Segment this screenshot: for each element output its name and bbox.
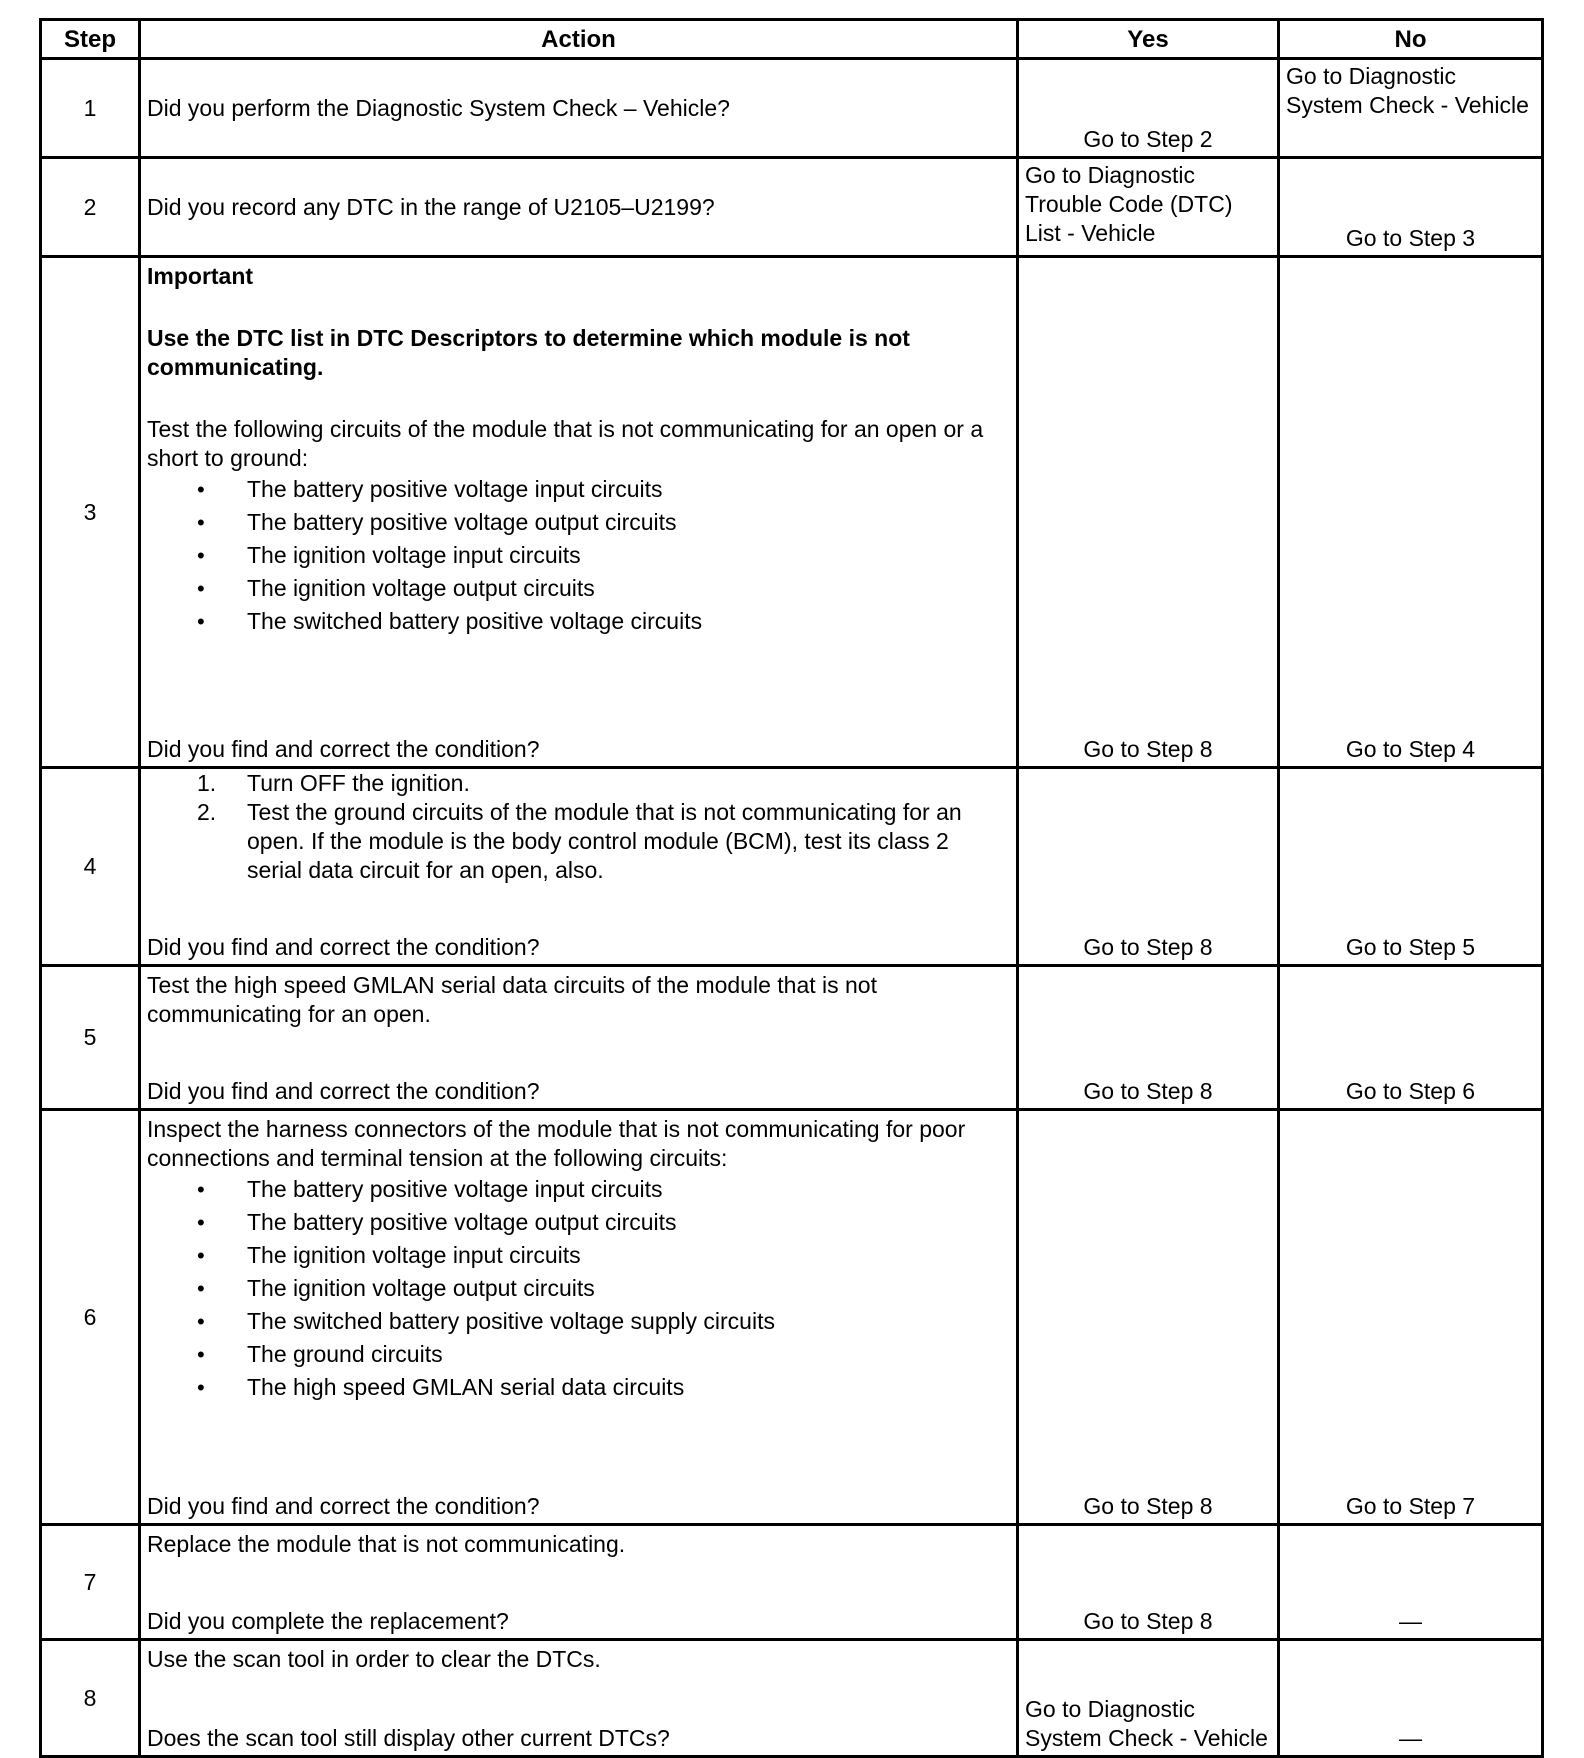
header-no: No [1279,20,1543,59]
action-instruction: Use the scan tool in order to clear the DTCs. [147,1646,601,1672]
list-item: • The battery positive voltage output circuits [197,506,1010,539]
action-question: Did you find and correct the condition? [147,934,540,960]
important-text: Use the DTC list in DTC Descriptors to determine which module is not communicating. [147,325,910,380]
table-row [41,257,1543,768]
yes-cell: Go to Step 2 [1018,59,1279,158]
yes-cell: Go to Step 8 [1018,257,1279,768]
action-question: Did you find and correct the condition? [147,736,540,762]
action-cell [140,768,1018,966]
no-cell: Go to Step 4 [1279,257,1543,768]
no-cell: Go to Step 3 [1279,158,1543,257]
list-item: • The ignition voltage output circuits [197,1272,1010,1305]
no-cell: Go to Diagnostic System Check - Vehicle [1279,59,1543,158]
list-item: • The switched battery positive voltage circuits [197,605,1010,638]
table-row [41,158,1543,257]
action-cell [140,257,1018,768]
list-item: • The switched battery positive voltage supply circuits [197,1305,1010,1338]
diagnostic-table [39,18,1544,1758]
list-item [147,769,1010,798]
header-row [41,20,1543,59]
no-cell: Go to Step 5 [1279,768,1543,966]
action-cell [140,1640,1018,1757]
action-cell [140,966,1018,1110]
important-heading: Important [147,263,254,289]
action-question: Did you find and correct the condition? [147,1078,540,1104]
yes-cell: Go to Diagnostic Trouble Code (DTC) List - Vehicle [1018,158,1279,257]
list-number: 2. [197,799,217,825]
circuit-list [147,1173,1010,1404]
step-number: 4 [41,768,140,966]
list-item: • The ground circuits [197,1338,1010,1371]
header-yes: Yes [1018,20,1279,59]
no-cell: — [1279,1640,1543,1757]
action-cell [140,59,1018,158]
step-number: 6 [41,1110,140,1525]
circuit-list [147,473,1010,638]
action-question: Did you perform the Diagnostic System Check – Vehicle? [147,94,730,121]
yes-cell: Go to Step 8 [1018,768,1279,966]
table-row [41,59,1543,158]
step-number: 1 [41,59,140,158]
table-row [41,1525,1543,1640]
yes-cell: Go to Step 8 [1018,1110,1279,1525]
no-cell: — [1279,1525,1543,1640]
yes-cell: Go to Step 8 [1018,1525,1279,1640]
action-instruction: Test the following circuits of the module that is not communicating for an open or a short to ground: [147,416,984,471]
table-row [41,768,1543,966]
step-number: 7 [41,1525,140,1640]
yes-cell: Go to Diagnostic System Check - Vehicle [1018,1640,1279,1757]
step-number: 3 [41,257,140,768]
action-cell [140,1110,1018,1525]
list-item: • The ignition voltage input circuits [197,539,1010,572]
action-cell [140,1525,1018,1640]
list-item: • The ignition voltage input circuits [197,1239,1010,1272]
numbered-steps [147,769,1010,885]
list-text: Test the ground circuits of the module that is not communicating for an open. If the module is the body control module (BCM), test its class 2 serial data circuit for an open, also. [247,799,962,883]
table-row [41,966,1543,1110]
header-action: Action [140,20,1018,59]
list-item: • The high speed GMLAN serial data circuits [197,1371,1010,1404]
action-instruction: Replace the module that is not communicating. [147,1531,626,1557]
list-item: • The ignition voltage output circuits [197,572,1010,605]
action-question: Did you find and correct the condition? [147,1493,540,1519]
step-number: 5 [41,966,140,1110]
action-cell [140,158,1018,257]
list-item [147,798,1010,885]
no-cell: Go to Step 7 [1279,1110,1543,1525]
action-question: Does the scan tool still display other current DTCs? [147,1725,670,1751]
list-item: • The battery positive voltage input circuits [197,1173,1010,1206]
list-text: Turn OFF the ignition. [247,770,470,796]
list-number: 1. [197,770,217,796]
step-number: 2 [41,158,140,257]
action-instruction: Inspect the harness connectors of the module that is not communicating for poor connections and terminal tension at the following circuits: [147,1116,966,1171]
action-question: Did you complete the replacement? [147,1608,509,1634]
list-item: • The battery positive voltage input circuits [197,473,1010,506]
step-number: 8 [41,1640,140,1757]
diagnostic-table-container [39,18,1544,1758]
table-row [41,1110,1543,1525]
list-item: • The battery positive voltage output circuits [197,1206,1010,1239]
header-step: Step [41,20,140,59]
action-instruction: Test the high speed GMLAN serial data circuits of the module that is not communicating for an open. [147,972,877,1027]
action-question: Did you record any DTC in the range of U2105–U2199? [147,193,715,220]
no-cell: Go to Step 6 [1279,966,1543,1110]
yes-cell: Go to Step 8 [1018,966,1279,1110]
table-row [41,1640,1543,1757]
